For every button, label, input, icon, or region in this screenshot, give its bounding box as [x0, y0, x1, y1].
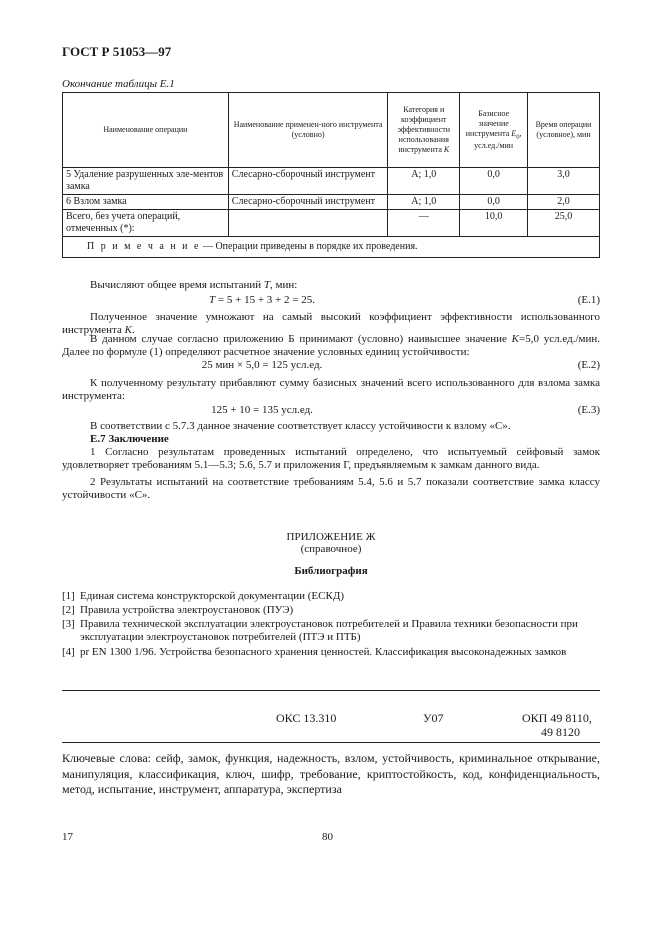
table-header-row: [63, 93, 600, 168]
formula-number: (Е.1): [577, 294, 600, 306]
bibliography-heading: Библиография: [294, 565, 368, 577]
footer-divider: [62, 690, 600, 691]
table-cell: 0,0: [460, 195, 528, 210]
u-code: У07: [423, 711, 444, 725]
table-cell: А; 1,0: [388, 195, 460, 210]
paragraph: В данном случае согласно приложению Б принимают (условно) наивысшее значение K=5,0 усл.ед./мин. Далее по формуле (1) определяют расчетное значение условных единиц устойчивости:: [62, 333, 600, 359]
table-cell: 3,0: [528, 168, 600, 195]
table-cell: 6 Взлом замка: [63, 195, 229, 210]
table-row: [63, 168, 600, 195]
appendix-subtitle: (справочное): [300, 543, 362, 555]
column-header: Категория и коэффициент эффективности использования инструмента K: [388, 93, 460, 168]
table-cell: [228, 210, 388, 237]
table-cell: 2,0: [528, 195, 600, 210]
table-note: П р и м е ч а н и е — Операции приведены в порядке их проведения.: [63, 237, 600, 258]
okp-code: ОКП 49 8110,: [522, 711, 592, 725]
table-cell: 10,0: [460, 210, 528, 237]
bibliography-list: [62, 590, 600, 659]
footer-divider: [62, 742, 600, 743]
column-header: Наименование применен-ного инструмента (условно): [228, 93, 388, 168]
operations-table: [62, 92, 600, 258]
table-caption: Окончание таблицы Е.1: [62, 78, 175, 90]
column-header: Наименование операции: [63, 93, 229, 168]
table-cell: 5 Удаление разрушенных эле-ментов замка: [63, 168, 229, 195]
column-header: Базисное значение инструмента $E_0$, усл.ед./мин: [460, 93, 528, 168]
table-cell: Всего, без учета операций, отмеченных (*):: [63, 210, 229, 237]
formula-text: T = 5 + 15 + 3 + 2 = 25.: [209, 294, 315, 306]
paragraph: 1 Согласно результатам проведенных испытаний определено, что испытуемый сейфовый замок удовлетворяет требованиям 5.1—5.3; 5.6, 5.7 и приложения Г, предъявляемым к замкам данного вида.: [62, 446, 600, 472]
paragraph: Вычисляют общее время испытаний T, мин:: [90, 279, 298, 291]
bibliography-item: [3] Правила технической эксплуатации электроустановок потребителей и Правила техники безопасности при эксплуатации электроустановок потребителей (ПТЭ и ПТБ): [62, 618, 578, 644]
paragraph: К полученному результату прибавляют сумму базисных значений всего использованного для взлома замка инструмента:: [62, 377, 600, 403]
formula-text: 125 + 10 = 135 усл.ед.: [211, 404, 313, 416]
section-heading: Е.7 Заключение: [90, 433, 169, 445]
table-cell: Слесарно-сборочный инструмент: [228, 168, 388, 195]
table-cell: А; 1,0: [388, 168, 460, 195]
table-row: [63, 195, 600, 210]
paragraph: Полученное значение умножают на самый высокий коэффициент эффективности использованного инструмента K.: [62, 311, 600, 337]
table-note-row: [63, 237, 600, 258]
table-row: [63, 210, 600, 237]
table-cell: 0,0: [460, 168, 528, 195]
oks-code: ОКС 13.310: [276, 711, 337, 725]
paragraph: В соответствии с 5.7.3 данное значение соответствует классу устойчивости к взлому «С».: [90, 420, 511, 432]
keywords: Ключевые слова: сейф, замок, функция, надежность, взлом, устойчивость, криминальное открывание, манипуляция, классификация, ключ, шифр, требование, криптостойкость, код, конфиденциальность, метод, испытание, инструмент, аппаратура, экспертиза: [62, 751, 600, 797]
formula-number: (Е.3): [577, 404, 600, 416]
bibliography-item: [2] Правила устройства электроустановок (ПУЭ): [62, 604, 294, 616]
table-cell: —: [388, 210, 460, 237]
document-header: ГОСТ Р 51053—97: [62, 44, 172, 59]
bibliography-item: [4] pr EN 1300 1/96. Устройства безопасного хранения ценностей. Классификация высоконадежных замков: [62, 646, 567, 658]
okp-code-2: 49 8120: [541, 725, 580, 739]
formula-text: 25 мин × 5,0 = 125 усл.ед.: [201, 359, 323, 371]
formula-number: (Е.2): [577, 359, 600, 371]
table-cell: 25,0: [528, 210, 600, 237]
appendix-title: ПРИЛОЖЕНИЕ Ж: [286, 531, 376, 543]
table-cell: Слесарно-сборочный инструмент: [228, 195, 388, 210]
page-number-center: 80: [322, 831, 333, 843]
page-number-left: 17: [62, 831, 73, 843]
bibliography-item: [1] Единая система конструкторской документации (ЕСКД): [62, 590, 344, 602]
column-header: Время операции (условное), мин: [528, 93, 600, 168]
paragraph: 2 Результаты испытаний на соответствие требованиям 5.4, 5.6 и 5.7 показали соответствие замка классу устойчивости «С».: [62, 476, 600, 502]
